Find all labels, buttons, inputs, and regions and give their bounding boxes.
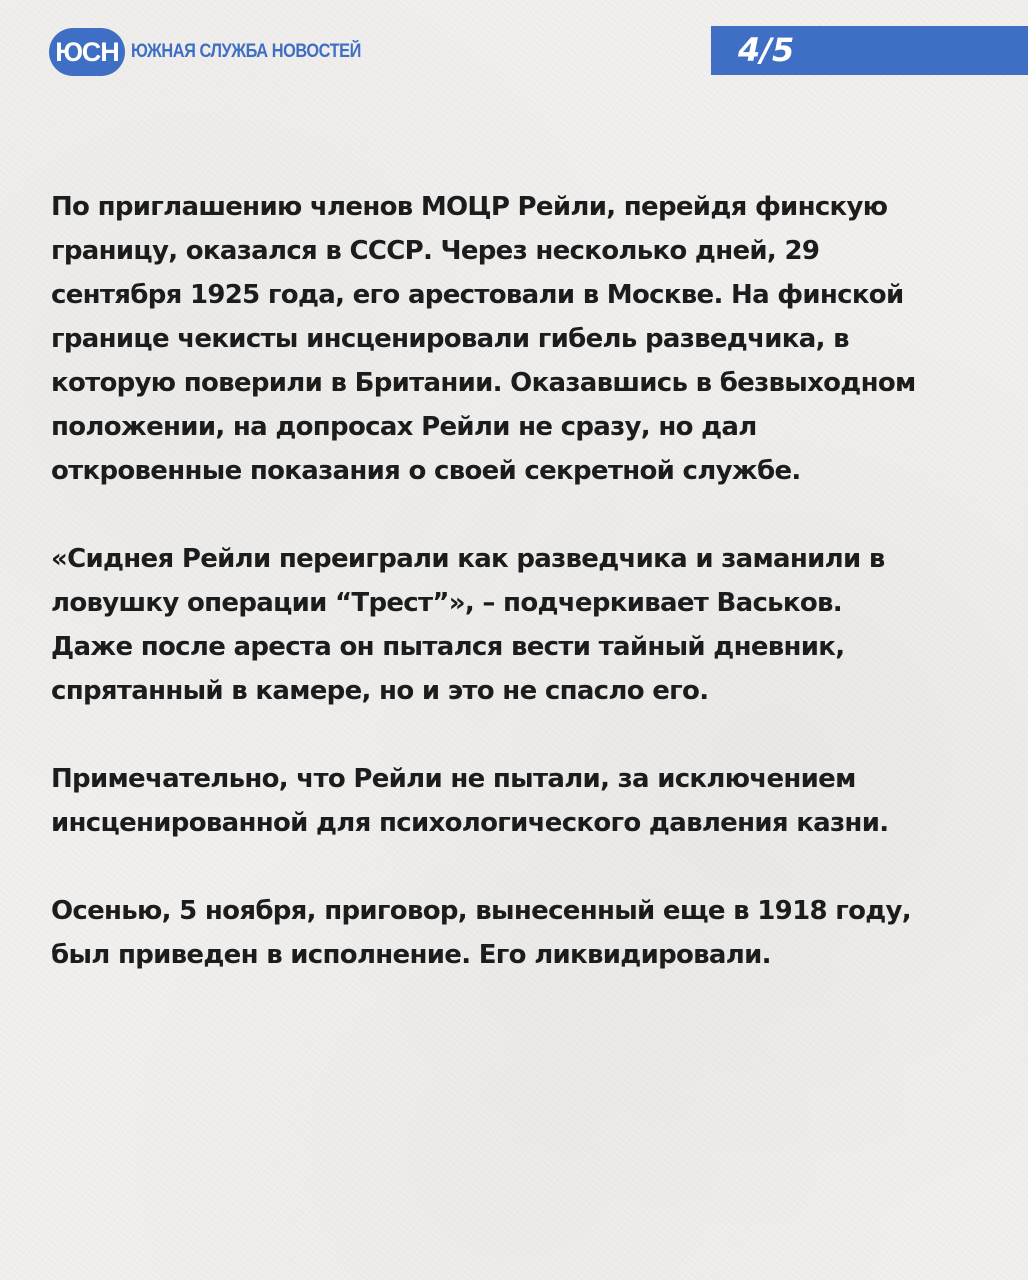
paragraph-3	[51, 757, 981, 845]
text-line: сентября 1925 года, его арестовали в Москве. На финской	[51, 280, 904, 310]
article-body	[51, 185, 981, 1021]
text-line: ловушку операции “Трест”», – подчеркивает Васьков.	[51, 588, 842, 618]
text-line: По приглашению членов МОЦР Рейли, перейдя финскую	[51, 192, 888, 222]
text-line: положении, на допросах Рейли не сразу, но дал	[51, 412, 757, 442]
text-line: инсценированной для психологического давления казни.	[51, 808, 889, 838]
text-line: «Сиднея Рейли переиграли как разведчика и заманили в	[51, 544, 885, 574]
paragraph-1	[51, 185, 981, 493]
page-counter: 4/5	[711, 26, 1028, 75]
header	[0, 0, 1028, 100]
text-line: границе чекисты инсценировали гибель разведчика, в	[51, 324, 849, 354]
text-line: Примечательно, что Рейли не пытали, за исключением	[51, 764, 856, 794]
text-line: Даже после ареста он пытался вести тайный дневник,	[51, 632, 845, 662]
paragraph-2	[51, 537, 981, 713]
logo-name: ЮЖНАЯ СЛУЖБА НОВОСТЕЙ	[131, 41, 361, 62]
logo-badge: ЮСН	[49, 28, 125, 76]
text-line: которую поверили в Британии. Оказавшись в безвыходном	[51, 368, 916, 398]
text-line: Осенью, 5 ноября, приговор, вынесенный еще в 1918 году,	[51, 896, 911, 926]
text-line: спрятанный в камере, но и это не спасло его.	[51, 676, 709, 706]
text-line: откровенные показания о своей секретной службе.	[51, 456, 801, 486]
text-line: границу, оказался в СССР. Через несколько дней, 29	[51, 236, 820, 266]
logo	[49, 28, 398, 76]
text-line: был приведен в исполнение. Его ликвидировали.	[51, 940, 771, 970]
paragraph-4	[51, 889, 981, 977]
